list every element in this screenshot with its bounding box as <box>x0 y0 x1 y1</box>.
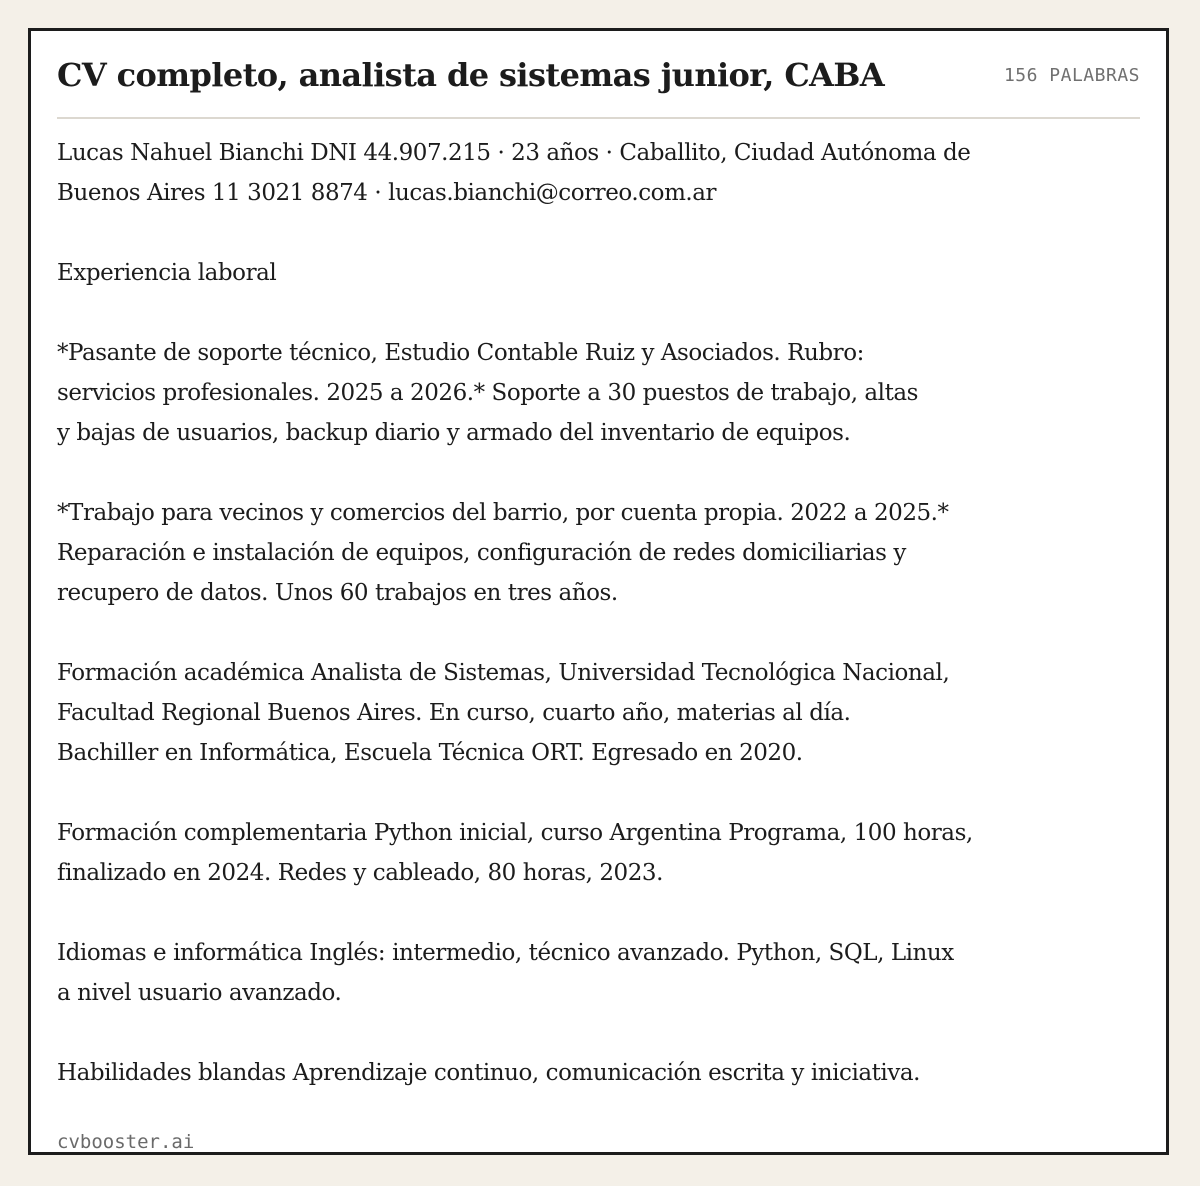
education-line: Formación académica Analista de Sistemas, Universidad Tecnológica Nacional, <box>57 660 950 686</box>
contact-line: Lucas Nahuel Bianchi DNI 44.907.215 · 23 años · Caballito, Ciudad Autónoma de <box>57 140 971 166</box>
card-header <box>57 49 1140 119</box>
job-line: *Pasante de soporte técnico, Estudio Contable Ruiz y Asociados. Rubro: <box>57 340 864 366</box>
job-line: servicios profesionales. 2025 a 2026.* Soporte a 30 puestos de trabajo, altas <box>57 380 918 406</box>
education-block <box>57 653 1057 773</box>
cv-card <box>28 28 1169 1155</box>
training-line: finalizado en 2024. Redes y cableado, 80 horas, 2023. <box>57 860 663 886</box>
contact-line: Buenos Aires 11 3021 8874 · lucas.bianchi@correo.com.ar <box>57 180 717 206</box>
job-line: y bajas de usuarios, backup diario y armado del inventario de equipos. <box>57 420 851 446</box>
languages-line: a nivel usuario avanzado. <box>57 980 342 1006</box>
page-title: CV completo, analista de sistemas junior, CABA <box>57 56 885 94</box>
cv-text <box>57 133 1057 1093</box>
soft-skills-block: Habilidades blandas Aprendizaje continuo, comunicación escrita y iniciativa. <box>57 1060 920 1086</box>
job-line: Reparación e instalación de equipos, configuración de redes domiciliarias y <box>57 540 906 566</box>
job-entry-internship <box>57 333 1057 453</box>
education-line: Facultad Regional Buenos Aires. En curso, cuarto año, materias al día. <box>57 700 851 726</box>
languages-block <box>57 933 1057 1013</box>
training-line: Formación complementaria Python inicial, curso Argentina Programa, 100 horas, <box>57 820 973 846</box>
contact-block <box>57 133 1057 213</box>
languages-line: Idiomas e informática Inglés: intermedio, técnico avanzado. Python, SQL, Linux <box>57 940 954 966</box>
job-entry-freelance <box>57 493 1057 613</box>
education-line: Bachiller en Informática, Escuela Técnica ORT. Egresado en 2020. <box>57 740 803 766</box>
experience-heading: Experiencia laboral <box>57 260 277 286</box>
word-count-badge: 156 PALABRAS <box>1003 65 1140 86</box>
brand-footer: cvbooster.ai <box>57 1131 195 1153</box>
job-line: *Trabajo para vecinos y comercios del barrio, por cuenta propia. 2022 a 2025.* <box>57 500 949 526</box>
complementary-training-block <box>57 813 1057 893</box>
job-line: recupero de datos. Unos 60 trabajos en tres años. <box>57 580 618 606</box>
